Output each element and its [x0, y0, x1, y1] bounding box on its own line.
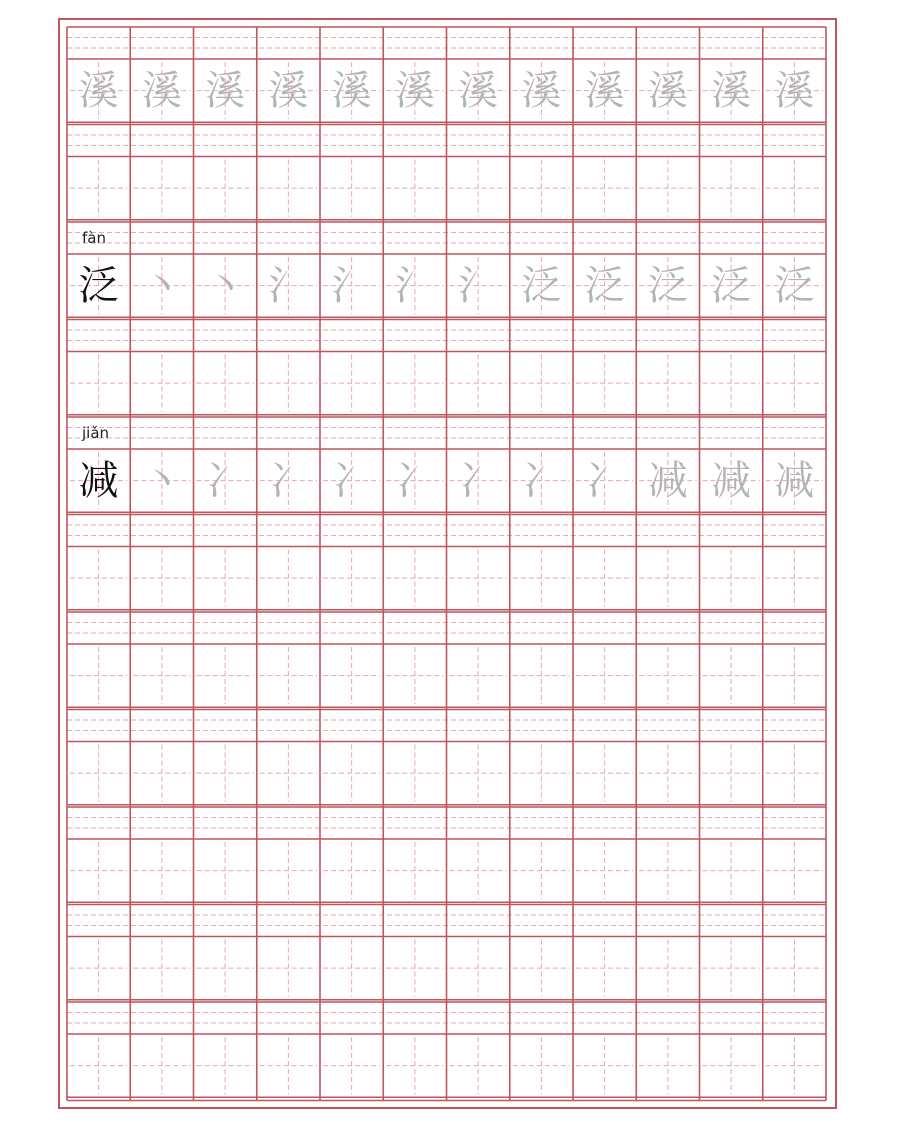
trace-character: 溪	[584, 67, 625, 114]
trace-character: 减	[711, 457, 752, 504]
trace-character: 丶	[141, 457, 182, 504]
trace-character: 溪	[521, 67, 562, 114]
trace-character: 溪	[268, 67, 309, 114]
trace-character: 泛	[584, 262, 625, 309]
trace-character: 冫	[331, 457, 372, 504]
pinyin-label: fàn	[82, 229, 106, 247]
trace-character: 冫	[268, 457, 309, 504]
trace-character: 溪	[458, 67, 499, 114]
model-character: 泛	[78, 262, 119, 309]
trace-character: 减	[774, 457, 815, 504]
trace-character: 泛	[711, 262, 752, 309]
trace-character: 丶	[205, 262, 246, 309]
trace-character: 泛	[521, 262, 562, 309]
trace-character: 冫	[458, 457, 499, 504]
trace-character: 溪	[205, 67, 246, 114]
trace-character: 泛	[647, 262, 688, 309]
trace-character: 冫	[394, 457, 435, 504]
trace-character: 溪	[78, 67, 119, 114]
trace-character: 冫	[205, 457, 246, 504]
model-character: 减	[78, 457, 119, 504]
trace-character: 丶	[141, 262, 182, 309]
trace-character: 溪	[394, 67, 435, 114]
trace-character: 溪	[141, 67, 182, 114]
trace-character: 减	[647, 457, 688, 504]
trace-character: 氵	[394, 262, 435, 309]
pinyin-label: jiǎn	[82, 424, 110, 442]
outer-border	[59, 19, 836, 1108]
trace-character: 氵	[331, 262, 372, 309]
trace-character: 冫	[584, 457, 625, 504]
trace-character: 冫	[521, 457, 562, 504]
trace-character: 溪	[711, 67, 752, 114]
trace-character: 氵	[268, 262, 309, 309]
trace-character: 泛	[774, 262, 815, 309]
trace-character: 溪	[774, 67, 815, 114]
trace-character: 氵	[458, 262, 499, 309]
trace-character: 溪	[331, 67, 372, 114]
trace-character: 溪	[647, 67, 688, 114]
